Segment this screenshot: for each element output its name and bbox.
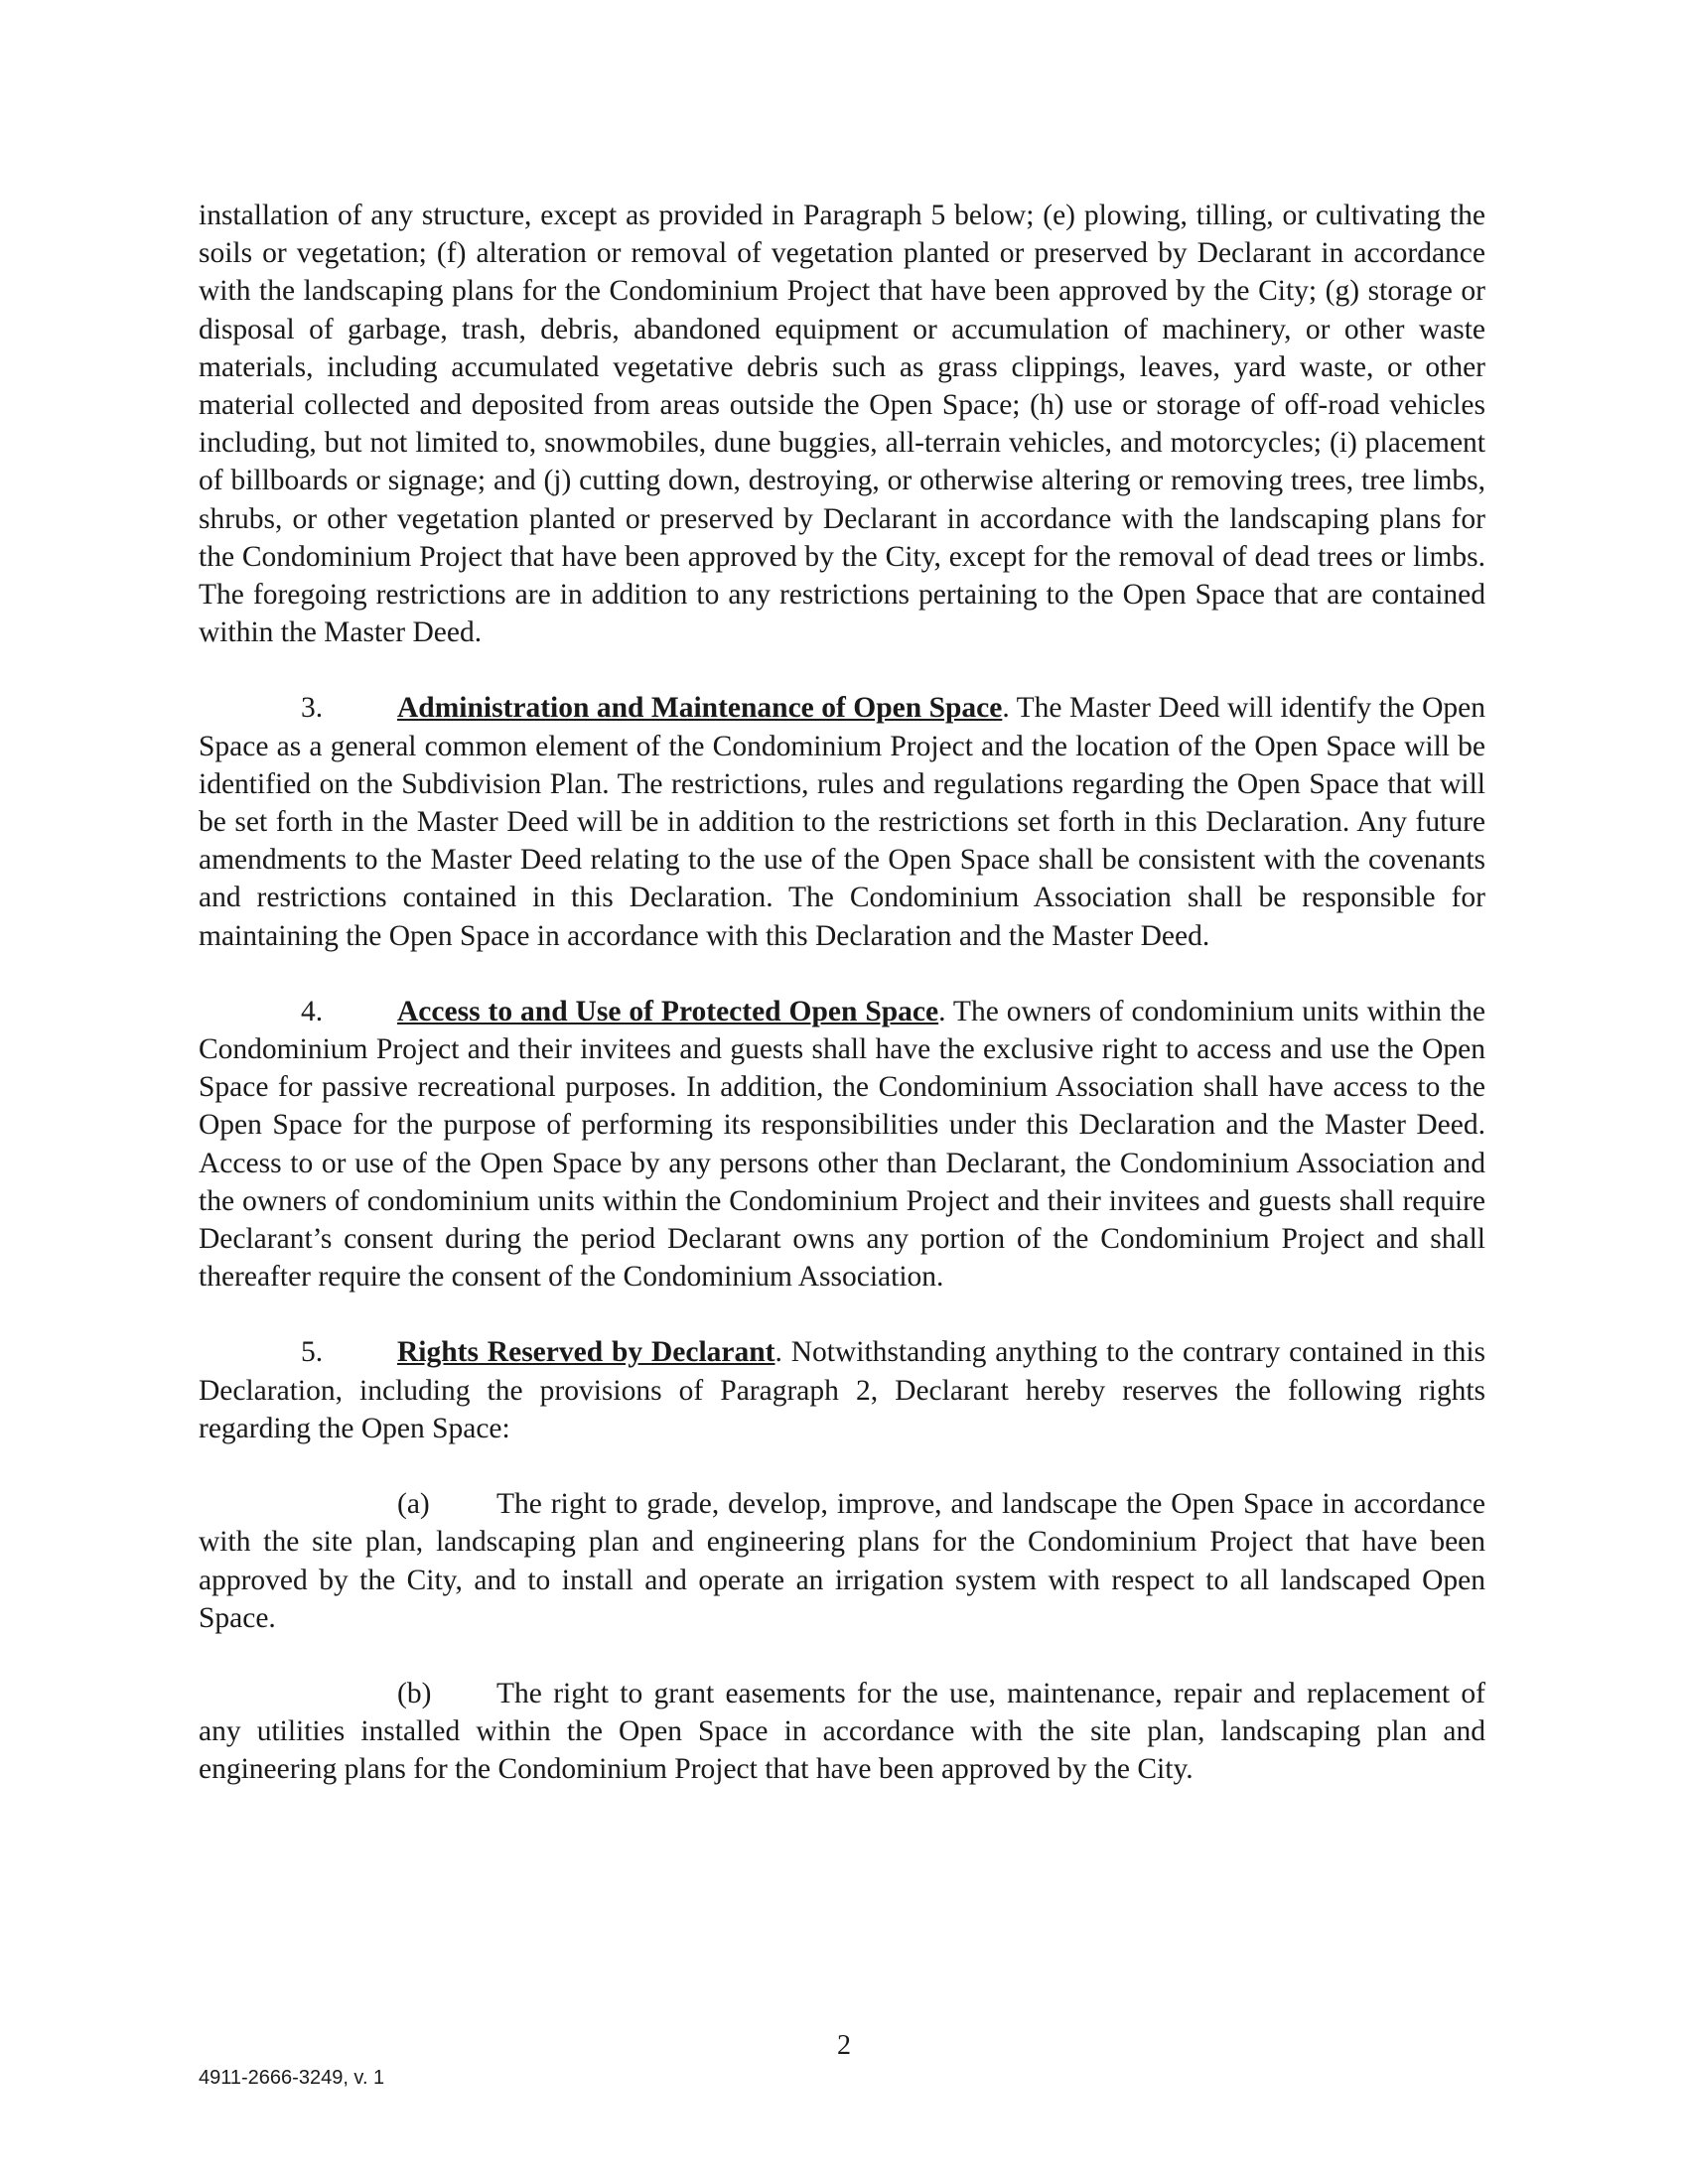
section-body: . The Master Deed will identify the Open Space as a general common element of the Condominium Project and the location of the Open Space will be identified on the Subdivision Plan. The restrictions, rules and regulations regarding the Open Space that will be set forth in the Master Deed will be in addition to the restrictions set forth in this Declaration. Any future amendments to the Master Deed relating to the use of the Open Space shall be consistent with the covenants and restrictions contained in this Declaration. The Condominium Association shall be responsible for maintaining the Open Space in accordance with this Declaration and the Master Deed. (199, 692, 1486, 952)
subsection-a (199, 1485, 1485, 1637)
section-number: 4. (301, 995, 324, 1027)
subsection-text: The right to grant easements for the use, maintenance, repair and replacement of any utilities installed within the Open Space in accordance with the site plan, landscaping plan and engineering plans for the Condominium Project that have been approved by the City. (199, 1677, 1485, 1786)
section-title: Administration and Maintenance of Open Space (397, 692, 1003, 725)
subsection-text: The right to grade, develop, improve, and landscape the Open Space in accordance with the site plan, landscaping plan and engineering plans for the Condominium Project that have been approved by the City, and to install and operate an irrigation system with respect to all landscaped Open Space. (199, 1488, 1485, 1634)
section-number: 5. (301, 1336, 324, 1369)
section-4 (199, 993, 1485, 1297)
document-id: 4911-2666-3249, v. 1 (199, 2067, 385, 2089)
subsection-label: (a) (397, 1488, 430, 1521)
section-body: . Notwithstanding anything to the contrary contained in this Declaration, including the provisions of Paragraph 2, Declarant hereby reserves the following rights regarding the Open Space: (199, 1336, 1486, 1444)
document-page (199, 197, 1485, 1827)
section-title: Rights Reserved by Declarant (397, 1336, 775, 1369)
paragraph-continuation: installation of any structure, except as provided in Paragraph 5 below; (e) plowing, tilling, or cultivating the soils or vegetation; (f) alteration or removal of vegetation planted or preserved by Declarant in accordance with the landscaping plans for the Condominium Project that have been approved by the City; (g) storage or disposal of garbage, trash, debris, abandoned equipment or accumulation of machinery, or other waste materials, including accumulated vegetative debris such as grass clippings, leaves, yard waste, or other material collected and deposited from areas outside the Open Space; (h) use or storage of off-road vehicles including, but not limited to, snowmobiles, dune buggies, all-terrain vehicles, and motorcycles; (i) placement of billboards or signage; and (j) cutting down, destroying, or otherwise altering or removing trees, tree limbs, shrubs, or other vegetation planted or preserved by Declarant in accordance with the landscaping plans for the Condominium Project that have been approved by the City, except for the removal of dead trees or limbs. The foregoing restrictions are in addition to any restrictions pertaining to the Open Space that are contained within the Master Deed. (199, 200, 1485, 649)
subsection-b (199, 1675, 1485, 1789)
section-5 (199, 1333, 1485, 1447)
section-body: . The owners of condominium units within the Condominium Project and their invitees and guests shall have the exclusive right to access and use the Open Space for passive recreational purposes. In addition, the Condominium Association shall have access to the Open Space for the purpose of performing its responsibilities under this Declaration and the Master Deed. Access to or use of the Open Space by any persons other than Declarant, the Condominium Association and the owners of condominium units within the Condominium Project and their invitees and guests shall require Declarant’s consent during the period Declarant owns any portion of the Condominium Project and shall thereafter require the consent of the Condominium Association. (199, 995, 1485, 1294)
section-title: Access to and Use of Protected Open Space (397, 995, 939, 1027)
subsection-label: (b) (397, 1677, 432, 1709)
section-3 (199, 689, 1485, 954)
section-number: 3. (301, 692, 324, 725)
page-number: 2 (837, 2030, 851, 2061)
